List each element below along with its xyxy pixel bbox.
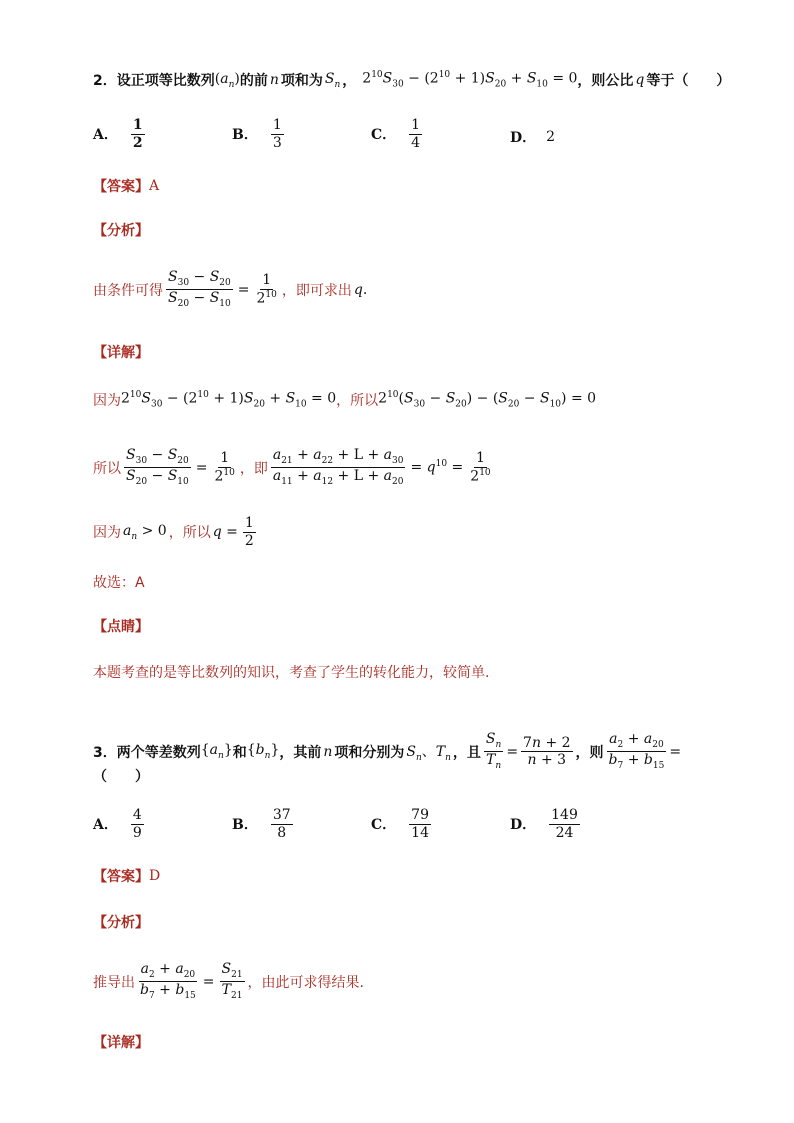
q3-answer-value: D bbox=[149, 868, 161, 884]
q2-detail-heading bbox=[93, 342, 149, 362]
q3-option-c-label: C． bbox=[371, 817, 397, 834]
q2-detail1-text-a: 因为 bbox=[93, 393, 121, 409]
q2-detail-line-3: 因为 $a_n > 0$ ，所以 q = $\frac{1}{2}$ bbox=[93, 515, 254, 549]
q2-analysis-rhs: $\frac{1}{2^{10}}$ bbox=[256, 272, 277, 307]
q3-analysis-line: 推导出 $\frac{a_2 + a_{20}}{b_7 + b_{15}}$ = $\frac{S_{21}}{T_{21}}$ ，由此可求得结果. bbox=[93, 961, 364, 1002]
q3-analysis-tag: 【分析】 bbox=[93, 915, 149, 931]
q2-analysis-line: 由条件可得 $\frac{S_{30} - S_{20}}{S_{20} - S_{10}}$ = $\frac{1}{2^{10}}$ ，即可求出 q . bbox=[93, 269, 368, 310]
q3-ratio-rhs: $\frac{7n + 2}{n + 3}$ bbox=[523, 734, 571, 769]
q3-detail-tag: 【详解】 bbox=[93, 1035, 149, 1051]
q3-analysis-frac1: $\frac{a_2 + a_{20}}{b_7 + b_{15}}$ bbox=[140, 961, 196, 1002]
q2-var-sn: $S_n$ bbox=[324, 70, 341, 90]
q2-detail3-text-a: 因为 bbox=[93, 525, 121, 542]
q2-option-c-label: C． bbox=[371, 127, 397, 144]
q2-comment-line bbox=[93, 662, 489, 682]
q2-detail2-frac1: $\frac{S_{30} - S_{20}}{S_{20} - S_{10}}$ bbox=[126, 447, 189, 488]
q3-option-d-fraction: $\frac{149}{24}$ bbox=[551, 807, 578, 841]
q2-option-d-value: 2 bbox=[546, 129, 556, 145]
q2-detail2-text-a: 所以 bbox=[93, 460, 121, 477]
q3-stem-text-d: 项和分别为 bbox=[334, 744, 405, 761]
q2-var-q: q bbox=[635, 72, 645, 88]
q2-stem-text-a: 设正项等比数列 bbox=[116, 73, 215, 89]
q2-stem-text-b: 的前 bbox=[239, 73, 268, 89]
q3-option-b-fraction: $\frac{37}{8}$ bbox=[272, 807, 291, 841]
q3-stem-text-a: 两个等差数列 bbox=[116, 744, 201, 761]
q2-answer bbox=[93, 176, 159, 196]
q2-option-d[interactable] bbox=[510, 127, 555, 147]
q3-stem-text-f: ，则 bbox=[575, 744, 604, 761]
q2-option-d-label: D． bbox=[510, 130, 537, 146]
q3-stem-text-c: ，其前 bbox=[279, 744, 322, 761]
q2-detail3-cond: $a_n > 0$ bbox=[123, 522, 167, 542]
q2-number: 2． bbox=[93, 73, 117, 89]
q2-answer-value: A bbox=[149, 178, 160, 194]
q2-seq-an: $(a_n)$ bbox=[214, 70, 240, 90]
q2-analysis-text-a: 由条件可得 bbox=[93, 282, 163, 299]
q3-number: 3． bbox=[93, 744, 117, 761]
q3-var-n: n bbox=[323, 743, 333, 760]
q3-analysis-text-a: 推导出 bbox=[93, 974, 135, 991]
q2-analysis-text-b: ，即可求出 bbox=[281, 282, 352, 299]
q3-answer bbox=[93, 866, 160, 886]
q2-detail1-eq: $2^{10}S_{30} - (2^{10} + 1)S_{20} + S_{10} = 0$ bbox=[121, 390, 337, 410]
q2-var-n: n bbox=[269, 72, 279, 88]
q3-stem-text-e: ，且 bbox=[452, 744, 481, 761]
q2-analysis-q: q bbox=[353, 281, 363, 298]
q3-option-a-fraction: $\frac{4}{9}$ bbox=[132, 807, 142, 841]
q2-answer-tag: 【答案】 bbox=[93, 179, 149, 195]
q2-choose bbox=[93, 572, 145, 592]
q2-equation: $2^{10}S_{30} - (2^{10} + 1)S_{20} + S_{10} = 0$ bbox=[362, 70, 578, 90]
q2-detail-tag: 【详解】 bbox=[93, 345, 149, 361]
q3-seq-an: $\{a_n\}$ bbox=[200, 742, 233, 762]
q3-option-b-label: B． bbox=[232, 817, 258, 834]
q2-analysis-fraction: $\frac{S_{30} - S_{20}}{S_{20} - S_{10}}$ bbox=[168, 269, 231, 310]
q3-target-fraction: $\frac{a_2 + a_{20}}{b_7 + b_{15}}$ bbox=[608, 731, 665, 772]
q3-detail-heading bbox=[93, 1032, 149, 1052]
q2-detail2-text-b: ，即 bbox=[239, 460, 268, 477]
q2-option-c[interactable] bbox=[371, 118, 425, 150]
q3-option-a[interactable] bbox=[93, 808, 147, 840]
q2-option-b-fraction: $\frac{1}{3}$ bbox=[272, 117, 282, 151]
q3-ratio-lhs: $\frac{S_n}{T_n}$ bbox=[485, 731, 502, 772]
q3-option-a-label: A． bbox=[93, 817, 118, 834]
q3-answer-tag: 【答案】 bbox=[93, 869, 149, 885]
q2-option-a-fraction: $\frac{1}{2}$ bbox=[132, 117, 143, 151]
q2-stem-text-c: 项和为 bbox=[280, 73, 323, 89]
q2-detail2-frac4: $\frac{1}{2^{10}}$ bbox=[470, 450, 491, 485]
q2-detail2-frac3: $\frac{a_{21} + a_{22} + L + a_{30}}{a_{11} + a_{12} + L + a_{20}}$ bbox=[272, 447, 404, 488]
q3-option-d[interactable] bbox=[510, 808, 583, 840]
q2-comment-heading bbox=[93, 616, 149, 636]
q3-seq-bn: $\{b_n\}$ bbox=[246, 742, 280, 762]
q2-analysis-heading bbox=[93, 220, 149, 240]
q3-analysis-frac2: $\frac{S_{21}}{T_{21}}$ bbox=[221, 961, 243, 1002]
q2-stem: 2． 设正项等比数列 $(a_n)$ 的前 n 项和为 $S_n$ ， $2^{10}S_{30} - (2^{10} + 1)S_{20} + S_{10} = 0$ ，则公比 q 等于（ ） bbox=[93, 70, 731, 90]
q2-option-b[interactable] bbox=[232, 118, 287, 150]
q2-detail-line-1 bbox=[93, 390, 596, 410]
q3-analysis-heading bbox=[93, 912, 149, 932]
q3-option-b[interactable] bbox=[232, 808, 296, 840]
q3-stem: 3． 两个等差数列 $\{a_n\}$ 和 $\{b_n\}$ ，其前 n 项和分别为 $S_n$、$T_n$ ，且 $\frac{S_n}{T_n}$ = $\frac{7n + 2}{n + 3}$ ，则 $\frac{a_2 + a_{20}}{b_7 + b_{15}}$ = bbox=[93, 731, 682, 772]
q2-detail1-text-b: ，所以 bbox=[336, 393, 379, 409]
q3-analysis-text-b: ，由此可求得结果. bbox=[247, 974, 364, 991]
q3-var-sn-tn: $S_n$、$T_n$ bbox=[406, 743, 451, 763]
q3-option-d-label: D． bbox=[510, 817, 537, 834]
q3-stem-text-b: 和 bbox=[232, 744, 247, 761]
q3-option-c-fraction: $\frac{79}{14}$ bbox=[411, 807, 429, 841]
q2-option-b-label: B． bbox=[232, 127, 258, 144]
q2-detail3-text-b: ，所以 bbox=[168, 525, 211, 542]
q2-option-a-label: A． bbox=[93, 127, 118, 144]
q3-paren-line bbox=[93, 766, 149, 786]
q2-stem-text-e: 等于（ ） bbox=[646, 73, 731, 89]
q2-option-c-fraction: $\frac{1}{4}$ bbox=[411, 117, 421, 151]
q2-detail3-frac: $\frac{1}{2}$ bbox=[244, 515, 254, 549]
q2-detail1-eq2: $2^{10}(S_{30} - S_{20}) - (S_{20} - S_{10}) = 0$ bbox=[378, 390, 597, 410]
q3-option-c[interactable] bbox=[371, 808, 434, 840]
q2-choose-text: 故选：A bbox=[93, 575, 145, 591]
q3-paren: （ ） bbox=[93, 769, 149, 785]
q2-comment-tag: 【点睛】 bbox=[93, 619, 149, 635]
q2-comment-text: 本题考查的是等比数列的知识，考查了学生的转化能力，较简单. bbox=[93, 665, 490, 681]
q2-option-a[interactable] bbox=[93, 118, 148, 150]
q2-stem-text-d: ，则公比 bbox=[577, 73, 634, 89]
q2-analysis-tag: 【分析】 bbox=[93, 223, 149, 239]
q2-detail-line-2: 所以 $\frac{S_{30} - S_{20}}{S_{20} - S_{10}}$ = $\frac{1}{2^{10}}$ ，即 $\frac{a_{21} + a_{22} + L + a_{30}}{a_{11} + a_{12} + L + a_{20}}$ = $q^{10}$ = $\frac{1}{2^{10}}$ bbox=[93, 447, 491, 488]
q2-detail2-frac2: $\frac{1}{2^{10}}$ bbox=[214, 450, 235, 485]
